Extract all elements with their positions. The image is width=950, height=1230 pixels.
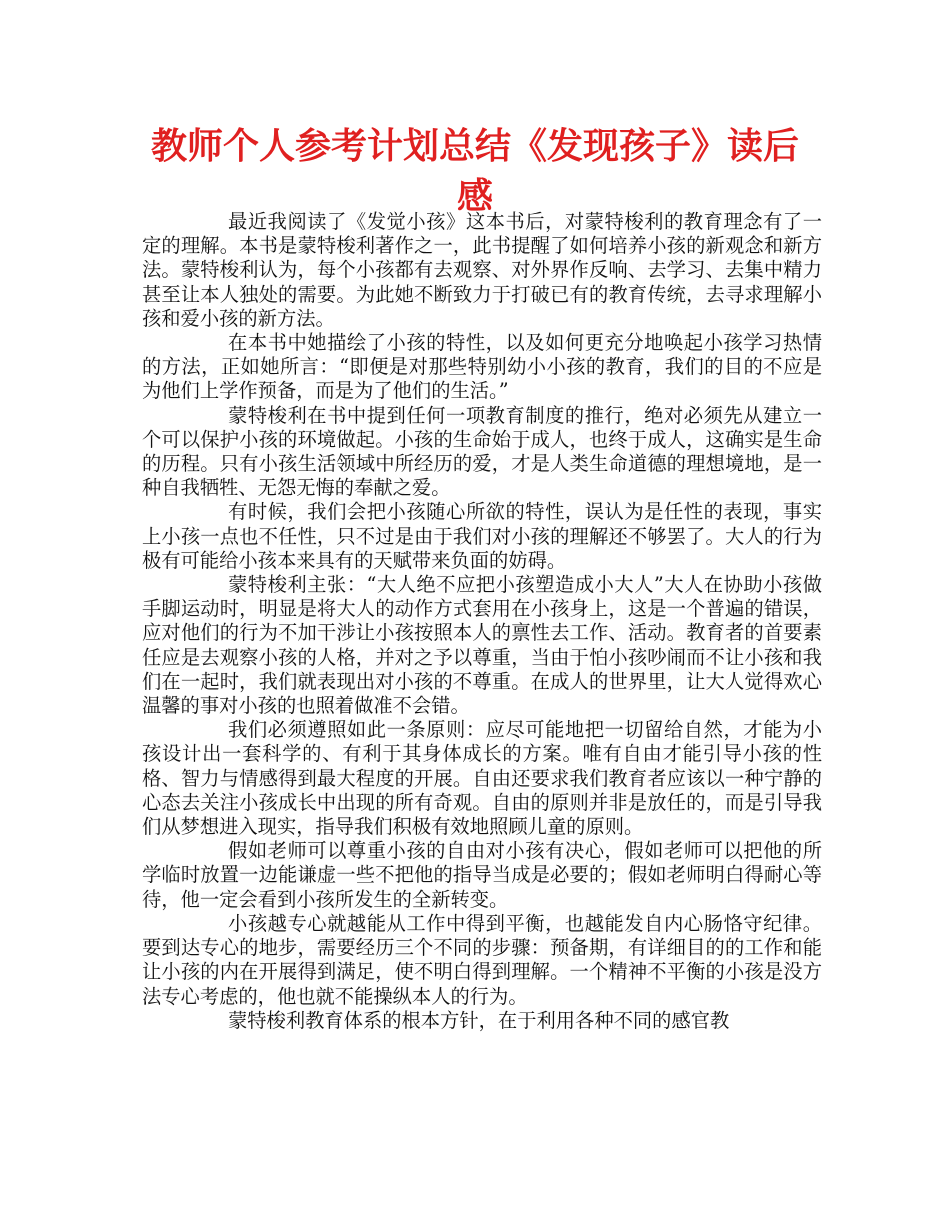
paragraph: 蒙特梭利主张：“大人绝不应把小孩塑造成小大人”大人在协助小孩做手脚运动时，明显是将大人的动作方式套用在小孩身上，这是一个普遍的错误，应对他们的行为不加干涉让小孩按照本人的禀性去工作、活动。教育者的首要素任应是去观察小孩的人格，并对之予以尊重，当由于怕小孩吵闹而不让小孩和我们在一起时，我们就表现出对小孩的不尊重。在成人的世界里，让大人觉得欢心温馨的事对小孩的也照着做准不会错。 [142,573,822,718]
document-body [142,210,822,1033]
paragraph: 有时候，我们会把小孩随心所欲的特性，误认为是任性的表现，事实上小孩一点也不任性，只不过是由于我们对小孩的理解还不够罢了。大人的行为极有可能给小孩本来具有的天赋带来负面的妨碍。 [142,500,822,572]
paragraph: 蒙特梭利教育体系的根本方针，在于利用各种不同的感官教 [228,1008,730,1032]
paragraph: 蒙特梭利在书中提到任何一项教育制度的推行，绝对必须先从建立一个可以保护小孩的环境做起。小孩的生命始于成人，也终于成人，这确实是生命的历程。只有小孩生活领域中所经历的爱，才是人类生命道德的理想境地，是一种自我牺牲、无怨无悔的奉献之爱。 [142,403,822,500]
paragraph: 最近我阅读了《发觉小孩》这本书后，对蒙特梭利的教育理念有了一定的理解。本书是蒙特梭利著作之一，此书提醒了如何培养小孩的新观念和新方法。蒙特梭利认为，每个小孩都有去观察、对外界作反响、去学习、去集中精力甚至让本人独处的需要。为此她不断致力于打破已有的教育传统，去寻求理解小孩和爱小孩的新方法。 [142,210,822,330]
document-title: 教师个人参考计划总结《发现孩子》读后感 [150,126,799,217]
paragraph: 在本书中她描绘了小孩的特性，以及如何更充分地唤起小孩学习热情的方法，正如她所言：“即便是对那些特别幼小小孩的教育，我们的目的不应是为他们上学作预备，而是为了他们的生活。” [142,331,822,403]
paragraph: 小孩越专心就越能从工作中得到平衡，也越能发自内心肠恪守纪律。要到达专心的地步，需要经历三个不同的步骤：预备期，有详细目的的工作和能让小孩的内在开展得到满足，使不明白得到理解。一个精神不平衡的小孩是没方法专心考虑的，他也就不能操纵本人的行为。 [142,911,822,1008]
paragraph: 假如老师可以尊重小孩的自由对小孩有决心，假如老师可以把他的所学临时放置一边能谦虚一些不把他的指导当成是必要的；假如老师明白得耐心等待，他一定会看到小孩所发生的全新转变。 [142,839,822,911]
paragraph: 我们必须遵照如此一条原则：应尽可能地把一切留给自然，才能为小孩设计出一套科学的、有利于其身体成长的方案。唯有自由才能引导小孩的性格、智力与情感得到最大程度的开展。自由还要求我们教育者应该以一种宁静的心态去关注小孩成长中出现的所有奇观。自由的原则并非是放任的，而是引导我们从梦想进入现实，指导我们积极有效地照顾儿童的原则。 [142,718,822,839]
